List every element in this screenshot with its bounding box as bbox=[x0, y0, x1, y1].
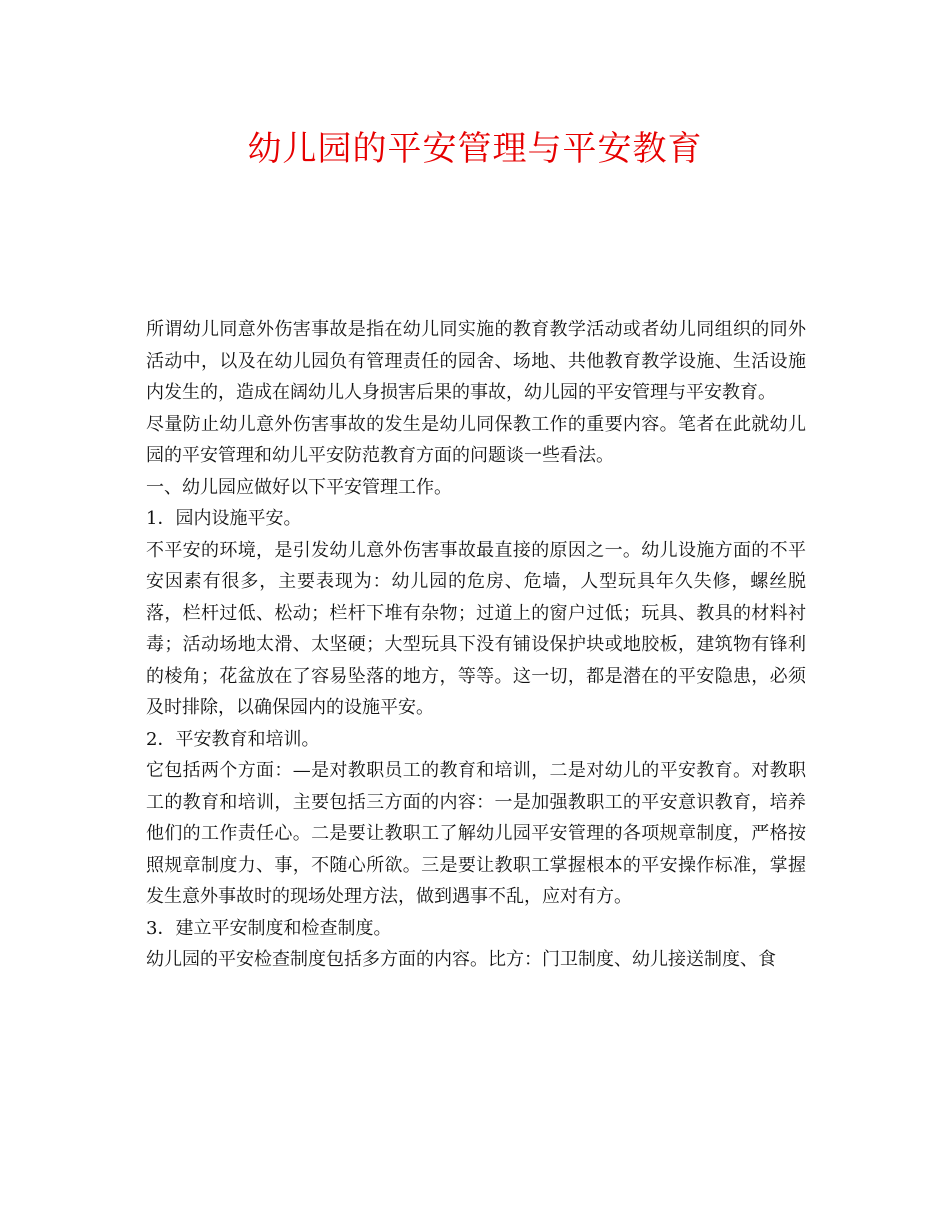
subsection-heading: 3．建立平安制度和检查制度。 bbox=[146, 917, 392, 939]
section-heading: 一、幼儿园应做好以下平安管理工作。 bbox=[146, 476, 452, 498]
document-title: 幼儿园的平安管理与平安教育 bbox=[247, 129, 703, 169]
paragraph: 不平安的环境，是引发幼儿意外伤害事故最直接的原因之一。幼儿设施方面的不平安因素有很多，主要表现为：幼儿园的危房、危墙，人型玩具年久失修，螺丝脱落，栏杆过低、松动；栏杆下堆有杂物；过道上的窗户过低；玩具、教具的材料衬毒；活动场地太滑、太坚硬；大型玩具下没有铺设保护块或地胶板，建筑物有锋利的棱角；花盆放在了容易坠落的地方，等等。这一切，都是潜在的平安隐患，必须及时排除，以确保园内的设施平安。 bbox=[146, 539, 806, 718]
subsection-heading: 1．园内设施平安。 bbox=[146, 508, 302, 529]
paragraph: 它包括两个方面：—是对教职员工的教育和培训，二是对幼儿的平安教育。对教职工的教育和培训，主要包括三方面的内容：一是加强教职工的平安意识教育，培养他们的工作责任心。二是要让教职工了解幼儿园平安管理的各项规章制度，严格按照规章制度力、事，不随心所欲。三是要让教职工掌握根本的平安操作标准，掌握发生意外事故时的现场处理方法，做到遇事不乱，应对有方。 bbox=[146, 760, 806, 907]
document-body bbox=[146, 314, 806, 976]
paragraph: 尽量防止幼儿意外伤害事故的发生是幼儿同保教工作的重要内容。笔者在此就幼儿园的平安管理和幼儿平安防范教育方面的问题谈一些看法。 bbox=[146, 413, 806, 466]
paragraph: 幼儿园的平安检查制度包括多方面的内容。比方：门卫制度、幼儿接送制度、食 bbox=[146, 949, 776, 970]
paragraph: 所谓幼儿同意外伤害事故是指在幼儿同实施的教育教学活动或者幼儿同组织的同外活动中，以及在幼儿园负有管理责任的园舍、场地、共他教育教学设施、生活设施内发生的，造成在阔幼儿人身损害后果的事故，幼儿园的平安管理与平安教育。 bbox=[146, 319, 806, 403]
subsection-heading: 2．平安教育和培训。 bbox=[146, 728, 320, 750]
